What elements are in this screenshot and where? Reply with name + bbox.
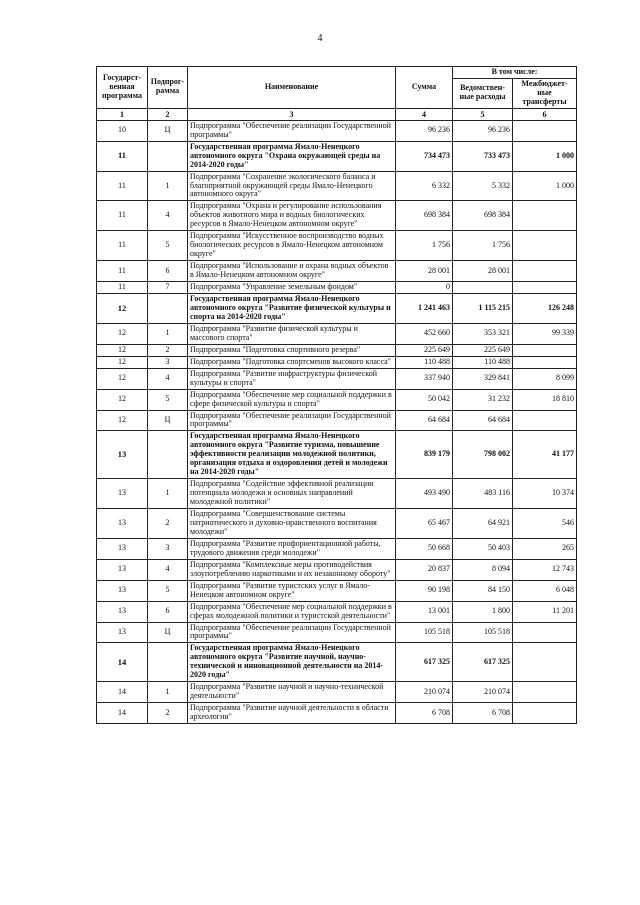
interbudget-cell	[513, 261, 577, 282]
subprogram-number-cell: 5	[148, 580, 188, 601]
subprogram-row	[97, 509, 577, 539]
departmental-cell: 84 150	[453, 580, 513, 601]
program-number-cell: 12	[97, 389, 148, 410]
interbudget-cell	[513, 344, 577, 356]
interbudget-cell: 12 743	[513, 559, 577, 580]
departmental-cell: 798 002	[453, 431, 513, 479]
interbudget-cell	[513, 201, 577, 231]
program-number-cell: 13	[97, 479, 148, 509]
interbudget-cell: 18 810	[513, 389, 577, 410]
program-row	[97, 431, 577, 479]
program-number-cell: 11	[97, 201, 148, 231]
program-number-cell: 11	[97, 261, 148, 282]
sum-cell: 698 384	[396, 201, 453, 231]
column-number: 5	[453, 108, 513, 120]
name-cell: Подпрограмма "Развитие физической культуры и массового спорта"	[188, 323, 396, 344]
name-cell: Подпрограмма "Развитие профориентационной работы, трудового движения среди молодежи"	[188, 538, 396, 559]
program-number-cell: 13	[97, 538, 148, 559]
program-number-cell: 12	[97, 368, 148, 389]
sum-cell: 1 241 463	[396, 294, 453, 324]
departmental-cell: 31 232	[453, 389, 513, 410]
sum-cell: 90 198	[396, 580, 453, 601]
departmental-cell: 698 384	[453, 201, 513, 231]
table-header	[97, 67, 577, 121]
interbudget-cell	[513, 682, 577, 703]
departmental-cell: 5 332	[453, 171, 513, 201]
program-row	[97, 643, 577, 682]
interbudget-cell	[513, 622, 577, 643]
name-cell: Подпрограмма "Обеспечение реализации Государственной программы"	[188, 120, 396, 141]
subprogram-row	[97, 120, 577, 141]
program-row	[97, 141, 577, 171]
program-number-cell: 12	[97, 410, 148, 431]
departmental-cell: 1 756	[453, 231, 513, 261]
program-number-cell: 10	[97, 120, 148, 141]
program-number-cell: 12	[97, 344, 148, 356]
departmental-cell: 96 236	[453, 120, 513, 141]
name-cell: Подпрограмма "Обеспечение мер социальной поддержки в сферах молодежной политики и туристской деятельности"	[188, 601, 396, 622]
program-number-cell: 11	[97, 282, 148, 294]
name-cell: Подпрограмма "Подготовка спортивного резерва"	[188, 344, 396, 356]
sum-cell: 493 490	[396, 479, 453, 509]
departmental-cell: 64 921	[453, 509, 513, 539]
sum-cell: 65 467	[396, 509, 453, 539]
subprogram-row	[97, 389, 577, 410]
program-number-cell: 13	[97, 580, 148, 601]
sum-cell: 225 649	[396, 344, 453, 356]
interbudget-cell	[513, 231, 577, 261]
subprogram-number-cell: 1	[148, 323, 188, 344]
sum-cell: 20 837	[396, 559, 453, 580]
subprogram-number-cell: 1	[148, 682, 188, 703]
sum-cell: 1 756	[396, 231, 453, 261]
subprogram-number-cell: 4	[148, 559, 188, 580]
interbudget-cell: 126 248	[513, 294, 577, 324]
subprogram-number-cell: 2	[148, 703, 188, 724]
name-cell: Подпрограмма "Обеспечение реализации Государственной программы"	[188, 410, 396, 431]
subprogram-number-cell: 2	[148, 509, 188, 539]
name-cell: Подпрограмма "Искусственное воспроизводство водных биологических ресурсов в Ямало-Ненецком автономном округе"	[188, 231, 396, 261]
subprogram-number-cell: 3	[148, 538, 188, 559]
interbudget-cell	[513, 703, 577, 724]
sum-cell: 64 684	[396, 410, 453, 431]
subprogram-number-cell: Ц	[148, 120, 188, 141]
interbudget-cell	[513, 282, 577, 294]
program-number-cell: 14	[97, 643, 148, 682]
subprogram-row	[97, 601, 577, 622]
name-cell: Подпрограмма "Содействие эффективной реализации потенциала молодежи и основных направлений молодежной политики"	[188, 479, 396, 509]
sum-cell: 617 325	[396, 643, 453, 682]
subprogram-number-cell	[148, 141, 188, 171]
sum-cell: 452 660	[396, 323, 453, 344]
departmental-cell: 329 841	[453, 368, 513, 389]
departmental-cell: 8 094	[453, 559, 513, 580]
departmental-cell: 110 488	[453, 356, 513, 368]
subprogram-row	[97, 479, 577, 509]
program-number-cell: 12	[97, 356, 148, 368]
program-number-cell: 14	[97, 682, 148, 703]
departmental-cell: 353 321	[453, 323, 513, 344]
program-row	[97, 294, 577, 324]
subprogram-number-cell: 1	[148, 171, 188, 201]
subprogram-row	[97, 231, 577, 261]
header-sum: Сумма	[396, 67, 453, 109]
interbudget-cell: 546	[513, 509, 577, 539]
departmental-cell: 6 708	[453, 703, 513, 724]
departmental-cell: 105 518	[453, 622, 513, 643]
subprogram-number-cell: Ц	[148, 410, 188, 431]
column-number: 2	[148, 108, 188, 120]
name-cell: Государственная программа Ямало-Ненецкого автономного округа "Развитие туризма, повышение эффективности реализации молодежной политики, организация отдыха и оздоровления детей и молодежи на 2014-2020 годы"	[188, 431, 396, 479]
subprogram-row	[97, 323, 577, 344]
subprogram-row	[97, 538, 577, 559]
subprogram-row	[97, 410, 577, 431]
name-cell: Подпрограмма "Обеспечение мер социальной поддержки в сфере физической культуры и спорта"	[188, 389, 396, 410]
name-cell: Подпрограмма "Совершенствование системы патриотического и духовно-нравственного воспитания молодежи"	[188, 509, 396, 539]
header-including: В том числе:	[453, 67, 577, 79]
departmental-cell: 483 116	[453, 479, 513, 509]
subprogram-number-cell: 5	[148, 389, 188, 410]
subprogram-row	[97, 703, 577, 724]
subprogram-number-cell: 5	[148, 231, 188, 261]
sum-cell: 337 940	[396, 368, 453, 389]
subprogram-number-cell: 2	[148, 344, 188, 356]
subprogram-row	[97, 368, 577, 389]
column-number: 1	[97, 108, 148, 120]
subprogram-row	[97, 171, 577, 201]
subprogram-number-cell: 6	[148, 601, 188, 622]
column-number: 6	[513, 108, 577, 120]
departmental-cell: 210 074	[453, 682, 513, 703]
sum-cell: 734 473	[396, 141, 453, 171]
name-cell: Подпрограмма "Использование и охрана водных объектов в Ямало-Ненецком автономном округе"	[188, 261, 396, 282]
column-number: 4	[396, 108, 453, 120]
departmental-cell: 64 684	[453, 410, 513, 431]
name-cell: Подпрограмма "Развитие научной и научно-технической деятельности"	[188, 682, 396, 703]
subprogram-row	[97, 344, 577, 356]
subprogram-number-cell: 4	[148, 201, 188, 231]
sum-cell: 110 488	[396, 356, 453, 368]
departmental-cell: 28 001	[453, 261, 513, 282]
subprogram-number-cell: 4	[148, 368, 188, 389]
subprogram-row	[97, 559, 577, 580]
page-number: 4	[317, 33, 323, 44]
name-cell: Государственная программа Ямало-Ненецкого автономного округа "Развитие научной, научно-технической и инновационной деятельности на 2014-2020 годы"	[188, 643, 396, 682]
departmental-cell	[453, 282, 513, 294]
column-number: 3	[188, 108, 396, 120]
subprogram-row	[97, 282, 577, 294]
sum-cell: 105 518	[396, 622, 453, 643]
header-name: Наименование	[188, 67, 396, 109]
program-number-cell: 13	[97, 559, 148, 580]
name-cell: Подпрограмма "Развитие научной деятельности в области археологии"	[188, 703, 396, 724]
departmental-cell: 617 325	[453, 643, 513, 682]
header-program: Государст- венная программа	[97, 67, 148, 109]
program-number-cell: 11	[97, 171, 148, 201]
departmental-cell: 1 115 215	[453, 294, 513, 324]
header-departmental: Ведомствен- ные расходы	[453, 78, 513, 108]
name-cell: Подпрограмма "Развитие туристских услуг в Ямало-Ненецком автономном округе"	[188, 580, 396, 601]
name-cell: Подпрограмма "Управление земельным фондом"	[188, 282, 396, 294]
subprogram-number-cell: 7	[148, 282, 188, 294]
program-number-cell: 11	[97, 231, 148, 261]
subprogram-row	[97, 682, 577, 703]
subprogram-number-cell: Ц	[148, 622, 188, 643]
program-number-cell: 12	[97, 323, 148, 344]
budget-table	[96, 66, 577, 724]
subprogram-row	[97, 356, 577, 368]
departmental-cell: 1 800	[453, 601, 513, 622]
program-number-cell: 14	[97, 703, 148, 724]
header-subprogram: Подпрог- рамма	[148, 67, 188, 109]
subprogram-number-cell	[148, 643, 188, 682]
program-number-cell: 13	[97, 601, 148, 622]
subprogram-row	[97, 580, 577, 601]
subprogram-number-cell: 3	[148, 356, 188, 368]
subprogram-row	[97, 622, 577, 643]
program-number-cell: 11	[97, 141, 148, 171]
program-number-cell: 12	[97, 294, 148, 324]
sum-cell: 0	[396, 282, 453, 294]
sum-cell: 50 042	[396, 389, 453, 410]
interbudget-cell: 41 177	[513, 431, 577, 479]
interbudget-cell: 10 374	[513, 479, 577, 509]
sum-cell: 50 668	[396, 538, 453, 559]
interbudget-cell: 1 000	[513, 171, 577, 201]
subprogram-row	[97, 201, 577, 231]
sum-cell: 210 074	[396, 682, 453, 703]
interbudget-cell: 6 048	[513, 580, 577, 601]
name-cell: Подпрограмма "Развитие инфраструктуры физической культуры и спорта"	[188, 368, 396, 389]
name-cell: Подпрограмма "Подготовка спортсменов высокого класса"	[188, 356, 396, 368]
interbudget-cell: 99 339	[513, 323, 577, 344]
interbudget-cell: 11 201	[513, 601, 577, 622]
departmental-cell: 50 403	[453, 538, 513, 559]
table-body	[97, 120, 577, 723]
interbudget-cell	[513, 643, 577, 682]
subprogram-number-cell: 1	[148, 479, 188, 509]
name-cell: Подпрограмма "Охрана и регулирование использования объектов животного мира и водных биологических ресурсов в Ямало-Ненецком автономном округе"	[188, 201, 396, 231]
departmental-cell: 225 649	[453, 344, 513, 356]
header-interbudget: Межбюджет- ные трансферты	[513, 78, 577, 108]
program-number-cell: 13	[97, 622, 148, 643]
sum-cell: 96 236	[396, 120, 453, 141]
subprogram-number-cell: 6	[148, 261, 188, 282]
interbudget-cell	[513, 120, 577, 141]
program-number-cell: 13	[97, 431, 148, 479]
interbudget-cell: 8 099	[513, 368, 577, 389]
sum-cell: 6 708	[396, 703, 453, 724]
interbudget-cell: 1 000	[513, 141, 577, 171]
name-cell: Подпрограмма "Обеспечение реализации Государственной программы"	[188, 622, 396, 643]
subprogram-number-cell	[148, 431, 188, 479]
header-column-numbers	[97, 108, 577, 120]
interbudget-cell	[513, 410, 577, 431]
name-cell: Подпрограмма "Комплексные меры противодействия злоупотреблению наркотиками и их незаконному обороту"	[188, 559, 396, 580]
interbudget-cell	[513, 356, 577, 368]
subprogram-number-cell	[148, 294, 188, 324]
subprogram-row	[97, 261, 577, 282]
name-cell: Подпрограмма "Сохранение экологического баланса и благоприятной окружающей среды Ямало-Ненецкого автономного округа"	[188, 171, 396, 201]
name-cell: Государственная программа Ямало-Ненецкого автономного округа "Развитие физической культуры и спорта на 2014-2020 годы"	[188, 294, 396, 324]
sum-cell: 28 001	[396, 261, 453, 282]
sum-cell: 13 001	[396, 601, 453, 622]
sum-cell: 6 332	[396, 171, 453, 201]
name-cell: Государственная программа Ямало-Ненецкого автономного округа "Охрана окружающей среды на 2014-2020 годы"	[188, 141, 396, 171]
interbudget-cell: 265	[513, 538, 577, 559]
sum-cell: 839 179	[396, 431, 453, 479]
departmental-cell: 733 473	[453, 141, 513, 171]
program-number-cell: 13	[97, 509, 148, 539]
